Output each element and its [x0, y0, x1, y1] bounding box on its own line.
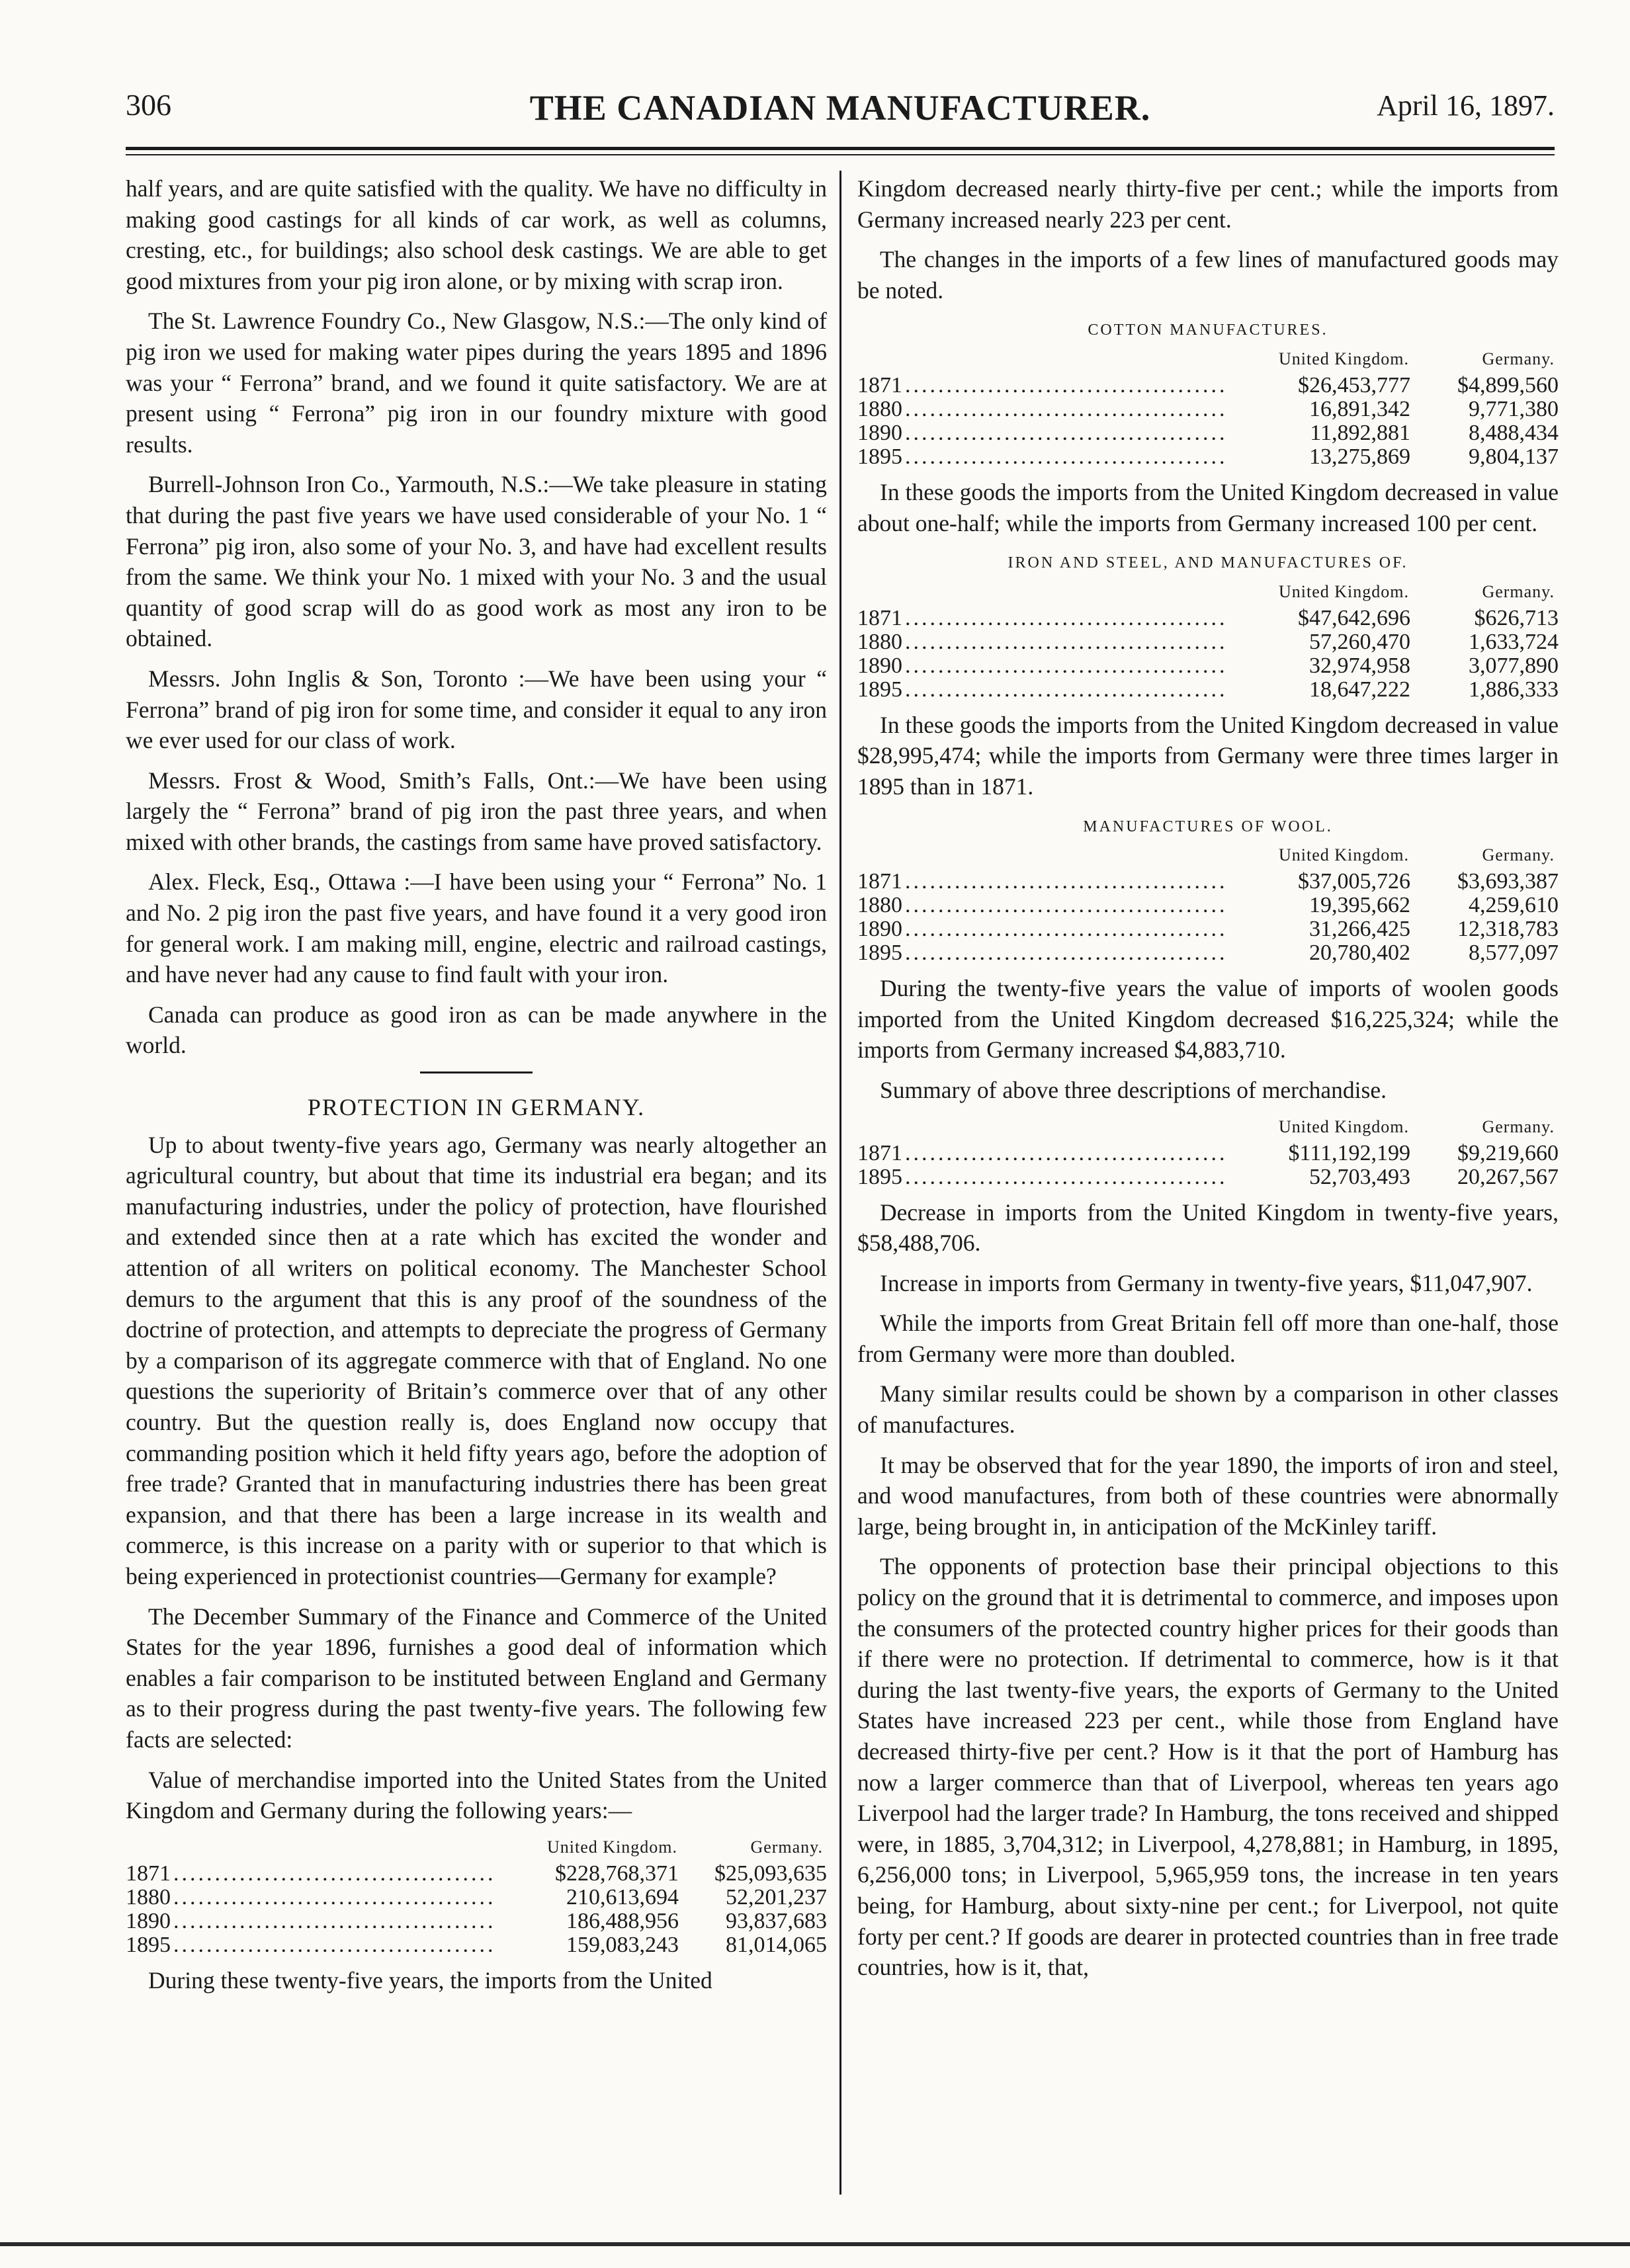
year-cell: 1880 — [126, 1884, 171, 1910]
col-header-germany: Germany. — [1482, 349, 1555, 368]
uk-value: $26,453,777 — [1298, 372, 1410, 398]
leader-dots: ....................................... — [905, 653, 1228, 678]
publication-title: THE CANADIAN MANUFACTURER. — [529, 88, 1151, 128]
uk-value: 19,395,662 — [1309, 893, 1410, 918]
table-row — [857, 941, 1559, 965]
paragraph: Decrease in imports from the United Kingdom in twenty-five years, $58,488,706. — [857, 1198, 1559, 1257]
uk-value: 159,083,243 — [566, 1932, 679, 1957]
paragraph: Alex. Fleck, Esq., Ottawa :—I have been using your “ Ferrona” No. 1 and No. 2 pig iron the past five years, and have found it a very good iron for general work. I am making mill, engine, electric and railroad castings, and have never had any cause to find fault with your iron. — [126, 868, 827, 988]
germany-value: 9,804,137 — [1469, 444, 1559, 469]
year-cell: 1880 — [857, 396, 902, 421]
leader-dots: ....................................... — [905, 677, 1228, 702]
iron-steel-table — [857, 580, 1559, 702]
uk-value: 57,260,470 — [1309, 629, 1410, 654]
table-row — [857, 678, 1559, 702]
table-caption: IRON AND STEEL, AND MANUFACTURES OF. — [1008, 554, 1408, 572]
uk-value: 186,488,956 — [566, 1908, 679, 1933]
leader-dots: ....................................... — [173, 1885, 496, 1910]
year-cell: 1871 — [857, 1140, 902, 1165]
paragraph: Kingdom decreased nearly thirty-five per cent.; while the imports from Germany increased nearly 223 per cent. — [857, 175, 1559, 233]
leader-dots: ....................................... — [905, 606, 1228, 630]
leader-dots: ....................................... — [905, 444, 1228, 469]
leader-dots: ....................................... — [173, 1909, 496, 1933]
year-cell: 1895 — [857, 941, 902, 966]
uk-value: 11,892,881 — [1310, 420, 1410, 445]
leader-dots: ....................................... — [905, 941, 1228, 966]
table-row — [857, 630, 1559, 654]
germany-value: 8,577,097 — [1469, 941, 1559, 966]
germany-value: 12,318,783 — [1457, 917, 1559, 942]
cotton-table — [857, 347, 1559, 469]
year-cell: 1871 — [126, 1861, 171, 1886]
uk-value: 32,974,958 — [1309, 653, 1410, 678]
table-row — [857, 607, 1559, 630]
issue-date: April 16, 1897. — [1377, 89, 1555, 122]
table-row — [857, 917, 1559, 941]
uk-value: 18,647,222 — [1309, 677, 1410, 702]
paragraph: During these twenty-five years, the imports from the United — [148, 1966, 712, 1994]
leader-dots: ....................................... — [173, 1933, 496, 1957]
table-row — [857, 398, 1559, 421]
year-cell: 1880 — [857, 629, 902, 654]
leader-dots: ....................................... — [905, 1165, 1228, 1189]
paragraph: Messrs. John Inglis & Son, Toronto :—We have been using your “ Ferrona” brand of pig iron for some time, and consider it equal to any iron we ever used for our class of work. — [126, 665, 827, 754]
table-row — [857, 374, 1559, 398]
paragraph: In these goods the imports from the United Kingdom decreased in value $28,995,474; while the imports from Germany were three times larger in 1895 than in 1871. — [857, 711, 1559, 800]
table-row — [857, 654, 1559, 678]
paragraph: Canada can produce as good iron as can be made anywhere in the world. — [126, 1001, 827, 1059]
year-cell: 1890 — [857, 653, 902, 678]
germany-value: 1,886,333 — [1469, 677, 1559, 702]
uk-value: $111,192,199 — [1288, 1140, 1410, 1165]
germany-value: 52,201,237 — [726, 1884, 827, 1910]
year-cell: 1871 — [857, 869, 902, 894]
leader-dots: ....................................... — [905, 421, 1228, 445]
germany-value: 93,837,683 — [726, 1908, 827, 1933]
year-cell: 1895 — [857, 1164, 902, 1189]
col-header-uk: United Kingdom. — [547, 1837, 677, 1857]
paragraph: It may be observed that for the year 1890, the imports of iron and steel, and wood manufactures, from both of these countries were abnormally large, being brought in, in anticipation of the McKinley tariff. — [857, 1451, 1559, 1540]
year-cell: 1871 — [857, 372, 902, 398]
table-row — [126, 1862, 827, 1886]
germany-value: 1,633,724 — [1469, 629, 1559, 654]
germany-value: $3,693,387 — [1457, 869, 1559, 894]
uk-value: 16,891,342 — [1309, 396, 1410, 421]
year-cell: 1895 — [126, 1932, 171, 1957]
imports-table — [126, 1835, 827, 1957]
col-header-uk: United Kingdom. — [1279, 349, 1409, 368]
uk-value: 52,703,493 — [1309, 1164, 1410, 1189]
germany-value: $626,713 — [1474, 605, 1559, 630]
germany-value: 81,014,065 — [726, 1932, 827, 1957]
column-divider — [839, 171, 841, 2195]
leader-dots: ....................................... — [905, 630, 1228, 654]
table-caption: COTTON MANUFACTURES. — [1088, 321, 1328, 339]
year-cell: 1880 — [857, 893, 902, 918]
paragraph: During the twenty-five years the value of imports of woolen goods imported from the United Kingdom decreased $16,225,324; while the imports from Germany increased $4,883,710. — [857, 975, 1559, 1064]
germany-value: 9,771,380 — [1469, 396, 1559, 421]
paragraph: The St. Lawrence Foundry Co., New Glasgow, N.S.:—The only kind of pig iron we used for making water pipes during the years 1895 and 1896 was your “ Ferrona” brand, and we found it quite satisfactory. We are at present using “ Ferrona” pig iron in our foundry mixture with good results. — [126, 308, 827, 458]
table-row — [126, 1933, 827, 1957]
paragraph: Many similar results could be shown by a comparison in other classes of manufactures. — [857, 1380, 1559, 1439]
table-row — [857, 1165, 1559, 1189]
paragraph: Messrs. Frost & Wood, Smith’s Falls, Ont.:—We have been using largely the “ Ferrona” brand of pig iron the past three years, and when mixed with other brands, the castings from same have proved satisfactory. — [126, 767, 827, 855]
col-header-germany: Germany. — [750, 1837, 823, 1857]
germany-value: 20,267,567 — [1457, 1164, 1559, 1189]
germany-value: 3,077,890 — [1469, 653, 1559, 678]
section-title: PROTECTION IN GERMANY. — [307, 1094, 646, 1121]
header-rule-thin — [126, 154, 1555, 155]
germany-value: 8,488,434 — [1469, 420, 1559, 445]
leader-dots: ....................................... — [905, 870, 1228, 894]
germany-value: $25,093,635 — [714, 1861, 827, 1886]
summary-table — [857, 1115, 1559, 1189]
col-header-germany: Germany. — [1482, 1116, 1555, 1136]
table-row — [857, 1142, 1559, 1165]
uk-value: $37,005,726 — [1298, 869, 1410, 894]
table-row — [857, 870, 1559, 894]
paragraph: Increase in imports from Germany in twenty-five years, $11,047,907. — [880, 1269, 1533, 1296]
leader-dots: ....................................... — [905, 1141, 1228, 1165]
year-cell: 1890 — [126, 1908, 171, 1933]
uk-value: 20,780,402 — [1309, 941, 1410, 966]
leader-dots: ....................................... — [905, 894, 1228, 918]
paragraph: The opponents of protection base their principal objections to this policy on the ground that it is detrimental to commerce, and imposes upon the consumers of the protected country higher prices for their goods than if there were no protection. If detrimental to commerce, how is it that during the last twenty-five years, the exports of Germany to the United States have increased 223 per cent., while those from England have decreased thirty-five per cent.? How is it that the port of Hamburg has now a larger commerce than that of Liverpool, whereas ten years ago Liverpool had the larger trade? In Hamburg, the tons received and shipped were, in 1885, 3,704,312; in Liverpool, 4,278,881; in Hamburg, in 1895, 6,256,000 tons; in Liverpool, 5,965,959 tons, the increase in ten years being, for Hamburg, about sixty-nine per cent.; for Liverpool, not quite forty per cent.? If goods are dearer in protected countries than in free trade countries, how is it, that, — [857, 1553, 1559, 1981]
page-number: 306 — [126, 88, 171, 122]
year-cell: 1871 — [857, 605, 902, 630]
paragraph: Up to about twenty-five years ago, Germany was nearly altogether an agricultural country, but about that time its industrial era began; and its manufacturing industries, under the policy of protection, have flourished and extended since then at a rate which has excited the wonder and attention of all writers on political economy. The Manchester School demurs to the argument that this is any proof of the soundness of the doctrine of protection, and attempts to depreciate the progress of Germany by a comparison of its aggregate commerce with that of England. No one questions the superiority of Britain’s commerce over that of any other country. But the question really is, does England now occupy that commanding position which it held fifty years ago, before the adoption of free trade? Granted that in manufacturing industries there has been great expansion, and that there has been a large increase in its wealth and commerce, is this increase on a parity with or superior to that which is being experienced in protectionist countries—Germany for example? — [126, 1131, 827, 1589]
col-header-uk: United Kingdom. — [1279, 1116, 1409, 1136]
germany-value: $9,219,660 — [1457, 1140, 1559, 1165]
year-cell: 1890 — [857, 917, 902, 942]
section-rule — [420, 1071, 533, 1073]
col-header-germany: Germany. — [1482, 581, 1555, 601]
germany-value: 4,259,610 — [1469, 893, 1559, 918]
col-header-uk: United Kingdom. — [1279, 845, 1409, 865]
paragraph: Value of merchandise imported into the United States from the United Kingdom and Germany during the following years:— — [126, 1766, 827, 1824]
paragraph: Summary of above three descriptions of merchandise. — [880, 1076, 1387, 1103]
page-bottom-edge — [0, 2242, 1630, 2246]
leader-dots: ....................................... — [173, 1861, 496, 1886]
year-cell: 1895 — [857, 677, 902, 702]
table-row — [857, 445, 1559, 469]
wool-table — [857, 843, 1559, 965]
table-row — [857, 421, 1559, 445]
paragraph: The changes in the imports of a few lines of manufactured goods may be noted. — [857, 246, 1559, 304]
page-header — [126, 87, 1555, 127]
table-row — [857, 894, 1559, 917]
header-rule-thick — [126, 147, 1555, 150]
paragraph: In these goods the imports from the United Kingdom decreased in value about one-half; while the imports from Germany increased 100 per cent. — [857, 478, 1559, 536]
uk-value: $228,768,371 — [555, 1861, 679, 1886]
paragraph: While the imports from Great Britain fell off more than one-half, those from Germany were more than doubled. — [857, 1310, 1559, 1367]
table-row — [126, 1910, 827, 1933]
table-caption: MANUFACTURES OF WOOL. — [1083, 818, 1333, 835]
germany-value: $4,899,560 — [1457, 372, 1559, 398]
paragraph: half years, and are quite satisfied with the quality. We have no difficulty in making good castings for all kinds of car work, as well as columns, cresting, etc., for buildings; also school desk castings. We are able to get good mixtures from your pig iron alone, or by mixing with scrap iron. — [126, 175, 827, 294]
left-column — [126, 173, 827, 2005]
uk-value: 13,275,869 — [1309, 444, 1410, 469]
leader-dots: ....................................... — [905, 373, 1228, 398]
paragraph: Burrell-Johnson Iron Co., Yarmouth, N.S.:—We take pleasure in stating that during the past five years we have used considerable of your No. 1 “ Ferrona” pig iron, also some of your No. 3, and have had excellent results from the same. We think your No. 1 mixed with your No. 3 and the usual quantity of good scrap will do as good work as most any iron to be obtained. — [126, 471, 827, 652]
right-column — [857, 173, 1559, 1992]
uk-value: 210,613,694 — [566, 1884, 679, 1910]
uk-value: $47,642,696 — [1298, 605, 1410, 630]
leader-dots: ....................................... — [905, 397, 1228, 421]
year-cell: 1890 — [857, 420, 902, 445]
paragraph: The December Summary of the Finance and Commerce of the United States for the year 1896, furnishes a good deal of information which enables a fair comparison to be instituted between England and Germany as to their progress during the past twenty-five years. The following few facts are selected: — [126, 1603, 827, 1753]
table-row — [126, 1886, 827, 1910]
col-header-uk: United Kingdom. — [1279, 581, 1409, 601]
col-header-germany: Germany. — [1482, 845, 1555, 865]
year-cell: 1895 — [857, 444, 902, 469]
uk-value: 31,266,425 — [1309, 917, 1410, 942]
leader-dots: ....................................... — [905, 917, 1228, 942]
